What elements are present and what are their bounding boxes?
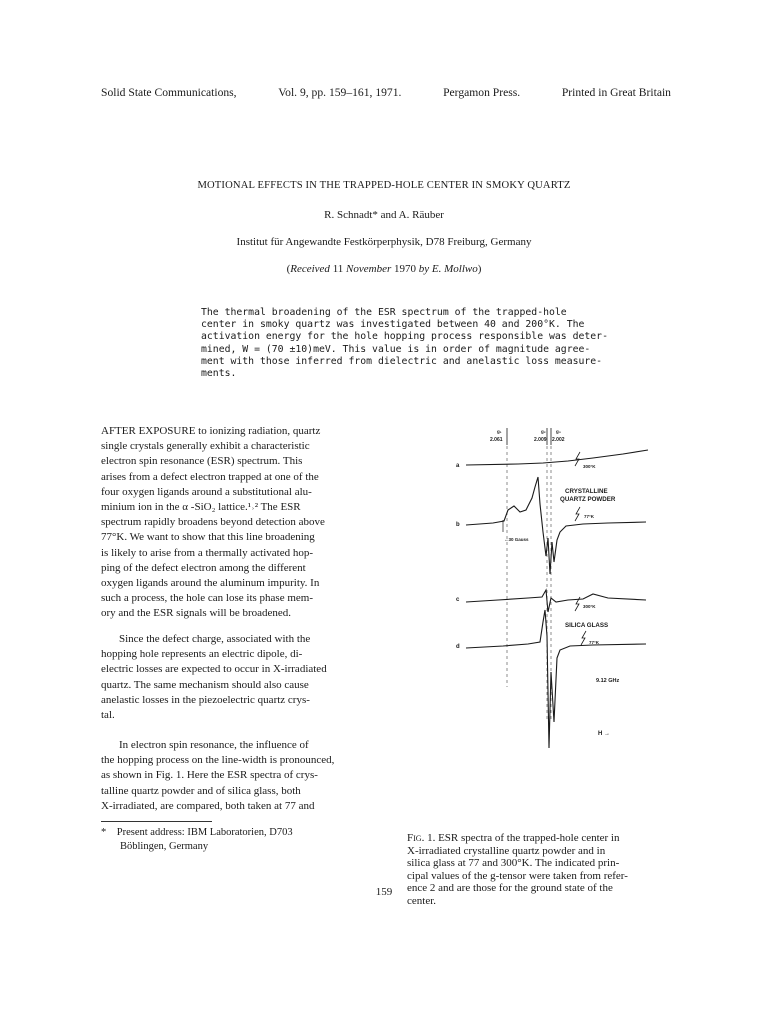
footnote-line: Böblingen, Germany	[120, 841, 209, 852]
caption-line: cipal values of the g-tensor were taken from refer-	[407, 869, 628, 882]
body-paragraph-3	[101, 738, 373, 814]
body-line: X-irradiated, are compared, both taken at 77 and	[101, 799, 315, 812]
g2-label: g₂	[541, 429, 546, 434]
footnote	[101, 826, 373, 854]
g1-label: g₁	[497, 429, 502, 434]
body-paragraph-2	[101, 632, 373, 723]
body-line: the hopping process on the line-width is pronounced,	[101, 754, 335, 767]
abstract-line: mined, W = (70 ±10)meV. This value is in order of magnitude agree-	[201, 343, 591, 355]
gauss-scale-label: ↔30 Gauss	[504, 537, 529, 542]
trace-a	[466, 450, 648, 465]
caption-line: Fig. 1. ESR spectra of the trapped-hole center in	[407, 832, 620, 844]
field-axis-label: H →	[598, 731, 610, 737]
paper-title: MOTIONAL EFFECTS IN THE TRAPPED-HOLE CENTER IN SMOKY QUARTZ	[197, 180, 571, 191]
body-paragraph-1	[101, 424, 373, 622]
trace-b	[466, 477, 646, 574]
body-line: oxygen ligands around the aluminum impurity. In	[101, 577, 320, 590]
silica-glass-label: SILICA GLASS	[565, 622, 609, 629]
caption-line: silica glass at 77 and 300°K. The indicated prin-	[407, 857, 620, 870]
trace-b-label: b	[456, 522, 460, 528]
caption-label: Fig	[407, 832, 422, 844]
body-line: 77°K. We want to show that this line broadening	[101, 531, 315, 544]
footnote-line: * Present address: IBM Laboratorien, D703	[101, 827, 293, 838]
body-line: AFTER EXPOSURE to ionizing radiation, quartz	[101, 425, 321, 437]
crystalline-label: CRYSTALLINE	[565, 488, 608, 495]
body-line: ory and the ESR signals will be broadened.	[101, 607, 292, 620]
g3-value: 2.002	[552, 437, 565, 443]
body-line: arises from a defect electron trapped at one of the	[101, 470, 319, 483]
body-line: such a process, the hole can lose its phase mem-	[101, 592, 313, 605]
body-line: electron spin resonance (ESR) spectrum. This	[101, 455, 303, 468]
g2-value: 2.009	[534, 437, 547, 443]
abstract-line: activation energy for the hole hopping process responsible was deter-	[201, 331, 608, 343]
g3-label: g₃	[556, 429, 561, 434]
g1-value: 2.061	[490, 437, 503, 443]
abstract	[201, 307, 608, 380]
body-line: ping of the defect electron among the different	[101, 561, 306, 574]
authors: R. Schnadt* and A. Räuber	[324, 209, 444, 221]
trace-a-label: a	[456, 463, 460, 469]
abstract-line: center in smoky quartz was investigated between 40 and 200°K. The	[201, 319, 585, 331]
body-line: four oxygen ligands around a substitutional alu-	[101, 485, 312, 498]
temp-arrow-icon	[575, 452, 580, 466]
temp-label: 300°K	[583, 604, 596, 609]
esr-spectra-figure	[448, 422, 670, 777]
body-line: quartz. The same mechanism should also cause	[101, 678, 309, 691]
temp-arrow-icon	[581, 631, 586, 645]
journal-header	[101, 86, 671, 99]
footnote-divider	[101, 821, 212, 822]
body-line: spectrum rapidly broadens beyond detection above	[101, 516, 325, 529]
body-line: anelastic losses in the piezoelectric quartz crys-	[101, 693, 310, 706]
body-line: Since the defect charge, associated with the	[119, 633, 311, 645]
body-line: minium ion in the α -SiO₂ lattice.¹˒² The ESR	[101, 501, 301, 514]
body-line: tal.	[101, 709, 115, 722]
body-line: as shown in Fig. 1. Here the ESR spectra of crys-	[101, 769, 318, 782]
trace-c	[466, 590, 646, 612]
frequency-label: 9.12 GHz	[596, 678, 620, 684]
temp-arrow-icon	[575, 507, 580, 521]
body-line: single crystals generally exhibit a characteristic	[101, 440, 310, 453]
quartz-powder-label: QUARTZ POWDER	[560, 496, 616, 503]
body-line: In electron spin resonance, the influence of	[119, 739, 309, 751]
abstract-line: ments.	[201, 368, 237, 380]
institution: Institut für Angewandte Festkörperphysik, D78 Freiburg, Germany	[236, 236, 532, 248]
trace-d-label: d	[456, 644, 460, 650]
page-number: 159	[375, 886, 393, 898]
body-line: hopping hole represents an electric dipole, di-	[101, 648, 303, 661]
caption-line: ence 2 and are those for the ground state of the	[407, 882, 613, 895]
received-line: (Received 11 November 1970 by E. Mollwo)	[286, 263, 482, 275]
publisher: Pergamon Press.	[443, 86, 521, 99]
journal-volume: Vol. 9, pp. 159–161, 1971.	[278, 86, 402, 99]
caption-line: center.	[407, 894, 437, 907]
journal-name: Solid State Communications,	[101, 86, 237, 99]
abstract-line: ment with those inferred from dielectric and anelastic loss measure-	[201, 355, 603, 367]
temp-label: 77°K	[589, 640, 600, 645]
body-line: is likely to arise from a thermally activated hop-	[101, 546, 313, 559]
caption-line: X-irradiated crystalline quartz powder and in	[407, 844, 606, 857]
printed-location: Printed in Great Britain	[561, 86, 671, 99]
abstract-line: The thermal broadening of the ESR spectrum of the trapped-hole	[201, 307, 567, 318]
footnote-marker: *	[101, 827, 107, 838]
temp-label: 77°K	[584, 514, 595, 519]
body-line: electric losses are expected to occur in X-irradiated	[101, 663, 327, 676]
trace-c-label: c	[456, 597, 460, 603]
body-line: talline quartz powder and of silica glass, both	[101, 784, 301, 797]
temp-label: 300°K	[583, 464, 596, 469]
